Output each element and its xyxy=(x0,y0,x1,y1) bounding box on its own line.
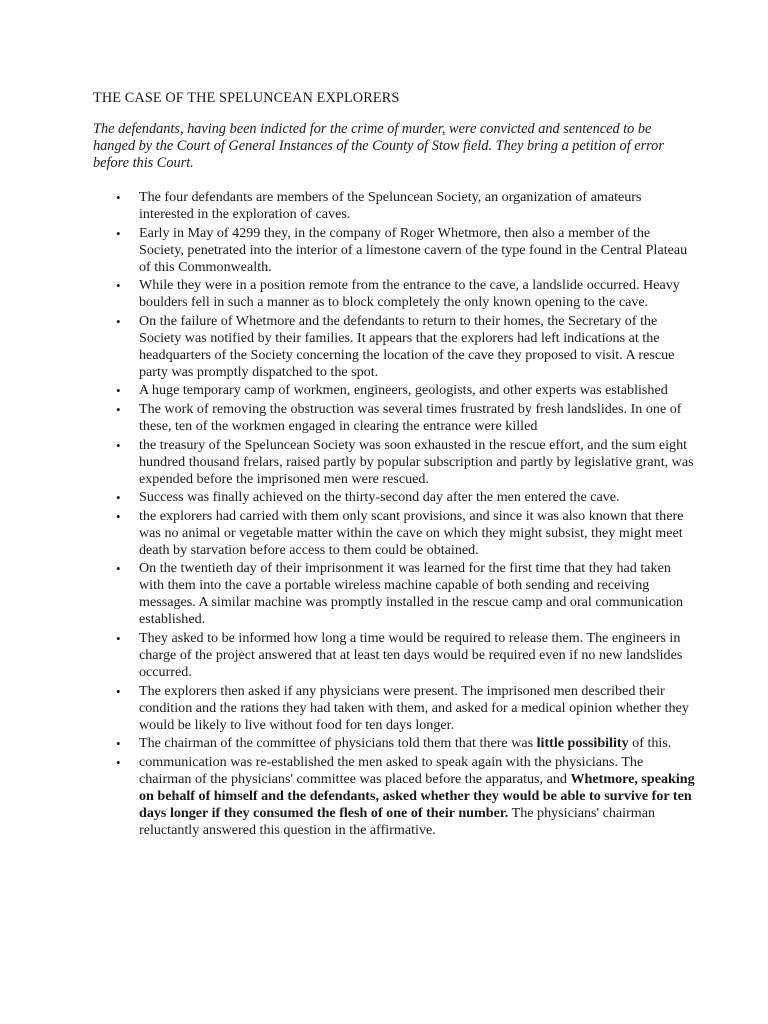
list-item-text: Early in May of 4299 they, in the company of Roger Whetmore, then also a member of the Society, penetrated into the interior of a limestone cavern of the type found in the Central Plateau of this Commonwealth. xyxy=(139,224,688,275)
list-item-text: On the twentieth day of their imprisonment it was learned for the first time that they had taken with them into the cave a portable wireless machine capable of both sending and receiving messages. A similar machine was promptly installed in the rescue camp and oral communication established. xyxy=(139,560,684,628)
list-item-text: the explorers had carried with them only scant provisions, and since it was also known that there was no animal or vegetable matter within the cave on which they might subsist, they might meet death by starvation before access to them could be obtained. xyxy=(139,507,684,558)
bullet-icon: • xyxy=(116,736,121,752)
bullet-icon: • xyxy=(116,508,121,524)
list-item xyxy=(0,754,768,839)
list-item xyxy=(0,401,768,435)
list-item-text: While they were in a position remote from the entrance to the cave, a landslide occurred. Heavy boulders fell in such a manner as to block completely the only known opening to the cave. xyxy=(139,277,680,311)
list-item xyxy=(0,437,768,488)
bullet-icon: • xyxy=(116,278,121,294)
list-item-text: They asked to be informed how long a time would be required to release them. The engineers in charge of the project answered that at least ten days would be required even if no new landslides occurred. xyxy=(139,629,683,680)
list-item-text xyxy=(139,754,698,839)
list-item xyxy=(0,508,768,559)
list-item xyxy=(0,225,768,276)
bullet-icon: • xyxy=(116,313,121,329)
bullet-icon: • xyxy=(116,383,121,399)
list-item-text: A huge temporary camp of workmen, engineers, geologists, and other experts was established xyxy=(139,382,668,399)
bullet-icon: • xyxy=(116,490,121,506)
fact-list xyxy=(0,189,768,840)
bullet-icon: • xyxy=(116,630,121,646)
bullet-icon: • xyxy=(116,437,121,453)
list-item-text: The four defendants are members of the Speluncean Society, an organization of amateurs interested in the exploration of caves. xyxy=(139,189,642,222)
list-item-text: Success was finally achieved on the thirty-second day after the men entered the cave. xyxy=(139,489,620,506)
text-run: of this. xyxy=(628,735,672,752)
text-run: The chairman of the committee of physicians told them that there was xyxy=(139,735,537,752)
bullet-icon: • xyxy=(116,225,121,241)
list-item xyxy=(0,382,768,399)
list-item xyxy=(0,683,768,734)
document-title: THE CASE OF THE SPELUNCEAN EXPLORERS xyxy=(93,90,400,106)
list-item-text: On the failure of Whetmore and the defendants to return to their homes, the Secretary of the Society was notified by their families. It appears that the explorers had left indications at the headquarters of the Society concerning the location of the cave they proposed to visit. A rescue party was promptly dispatched to the spot. xyxy=(139,312,675,380)
list-item xyxy=(0,189,768,223)
bullet-icon: • xyxy=(116,190,121,205)
bullet-icon: • xyxy=(116,401,121,417)
list-item xyxy=(0,560,768,628)
list-item-text: The explorers then asked if any physicians were present. The imprisoned men described their condition and the rations they had taken with them, and asked for a medical opinion whether they would be likely to live without food for ten days longer. xyxy=(139,682,689,733)
list-item xyxy=(0,313,768,381)
list-item-text: The work of removing the obstruction was several times frustrated by fresh landslides. In one of these, ten of the workmen engaged in clearing the entrance were killed xyxy=(139,400,682,434)
list-item xyxy=(0,277,768,311)
document-intro: The defendants, having been indicted for the crime of murder, were convicted and sentenced to be hanged by the Court of General Instances of the County of Stow field. They bring a petition of error before this Court. xyxy=(93,121,664,171)
text-run: communication was re-established the men asked to speak again with the physicians. The chairman of the physicians' committee was placed before the apparatus, and xyxy=(139,753,644,787)
list-item xyxy=(0,630,768,681)
bullet-icon: • xyxy=(116,561,121,577)
bullet-icon: • xyxy=(116,683,121,699)
text-run: The physicians' chairman reluctantly answered this question in the affirmative. xyxy=(139,804,656,838)
list-item xyxy=(0,489,768,506)
emphasized-text: little possibility xyxy=(536,735,629,752)
bullet-icon: • xyxy=(116,754,121,770)
emphasized-text: Whetmore, speaking on behalf of himself and the defendants, asked whether they would be able to survive for ten days longer if they consumed the flesh of one of their number. xyxy=(139,770,695,821)
list-item xyxy=(0,735,768,752)
list-item-text xyxy=(139,735,698,752)
list-item-text: the treasury of the Speluncean Society was soon exhausted in the rescue effort, and the sum eight hundred thousand frelars, raised partly by popular subscription and partly by legislative grant, was expended before the imprisoned men were rescued. xyxy=(139,436,694,487)
